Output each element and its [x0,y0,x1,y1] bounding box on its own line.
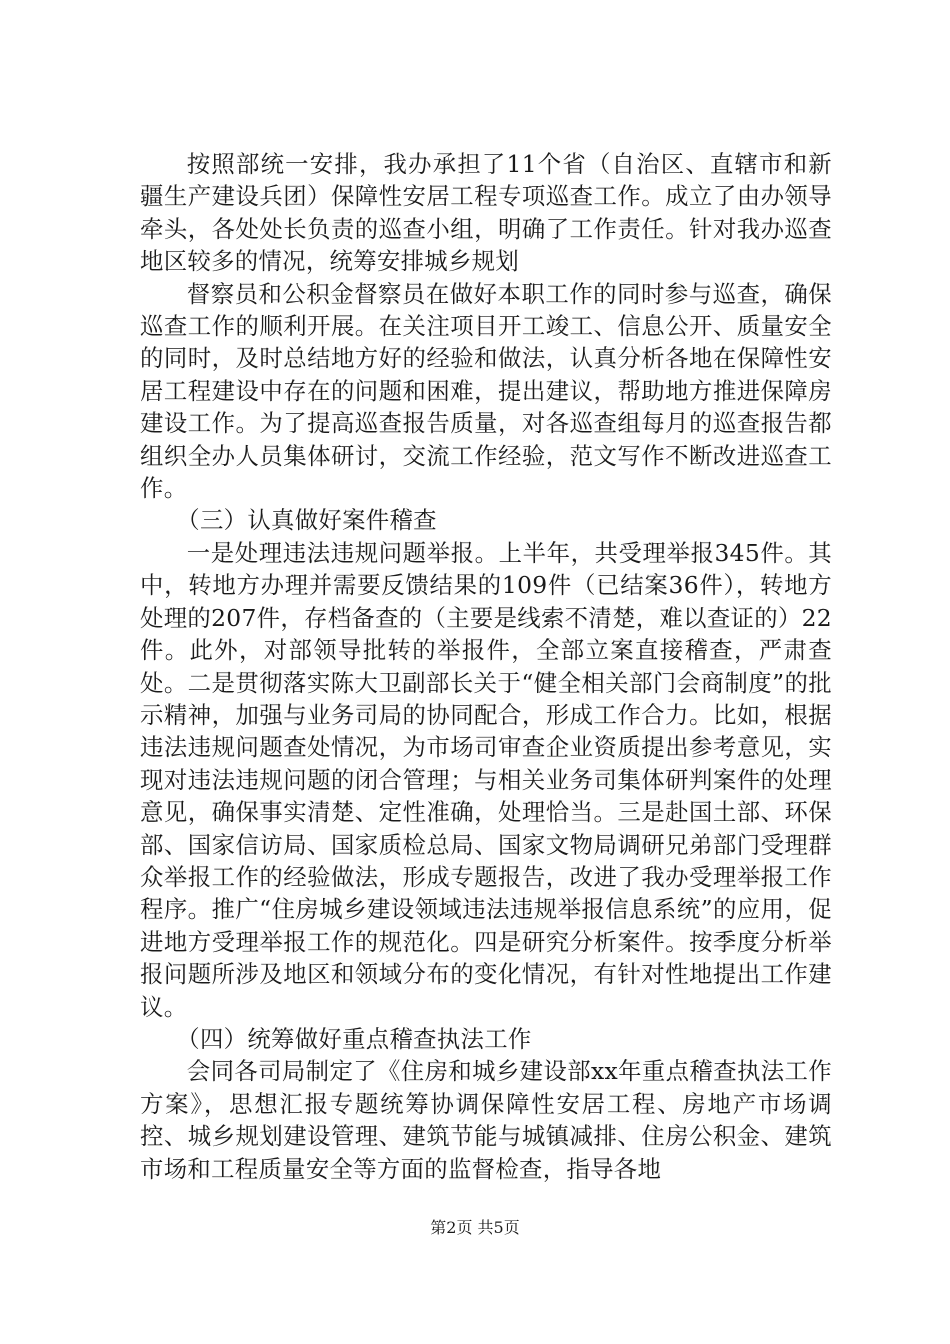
paragraph-case-inspection: 一是处理违法违规问题举报。上半年，共受理举报345件。其中，转地方办理并需要反馈结果的109件（已结案36件），转地方处理的207件，存档备查的（主要是线索不清楚，难以查证的）22件。此外，对部领导批转的举报件，全部立案直接稽查，严肃查处。二是贯彻落实陈大卫副部长关于“健全相关部门会商制度”的批示精神，加强与业务司局的协同配合，形成工作合力。比如，根据违法违规问题查处情况，为市场司审查企业资质提出参考意见，实现对违法违规问题的闭合管理；与相关业务司集体研判案件的处理意见，确保事实清楚、定性准确，处理恰当。三是赴国土部、环保部、国家信访局、国家质检总局、国家文物局调研兄弟部门受理群众举报工作的经验做法，形成专题报告，改进了我办受理举报工作程序。推广“住房城乡建设领域违法违规举报信息系统”的应用，促进地方受理举报工作的规范化。四是研究分析案件。按季度分析举报问题所涉及地区和领域分布的变化情况，有针对性地提出工作建议。 [140,538,832,1021]
document-body [140,148,832,1185]
page-number-footer: 第2页 共5页 [430,1218,520,1237]
paragraph-inspectors-participation: 督察员和公积金督察员在做好本职工作的同时参与巡查，确保巡查工作的顺利开展。在关注项目开工竣工、信息公开、质量安全的同时，及时总结地方好的经验和做法，认真分析各地在保障性安居工程建设中存在的问题和困难，提出建议，帮助地方推进保障房建设工作。为了提高巡查报告质量，对各巡查组每月的巡查报告都组织全办人员集体研讨，交流工作经验，范文写作不断改进巡查工作。 [140,279,832,503]
paragraph-inspection-arrangement: 按照部统一安排，我办承担了11个省（自治区、直辖市和新疆生产建设兵团）保障性安居工程专项巡查工作。成立了由办领导牵头，各处处长负责的巡查小组，明确了工作责任。针对我办巡查地区较多的情况，统筹安排城乡规划 [140,150,832,276]
section-heading-key-inspection: （四）统筹做好重点稽查执法工作 [176,1024,532,1053]
section-heading-case-inspection: （三）认真做好案件稽查 [176,506,437,535]
paragraph-key-inspection: 会同各司局制定了《住房和城乡建设部xx年重点稽查执法工作方案》，思想汇报专题统筹协调保障性安居工程、房地产市场调控、城乡规划建设管理、建筑节能与城镇减排、住房公积金、建筑市场和工程质量安全等方面的监督检查，指导各地 [140,1057,832,1183]
